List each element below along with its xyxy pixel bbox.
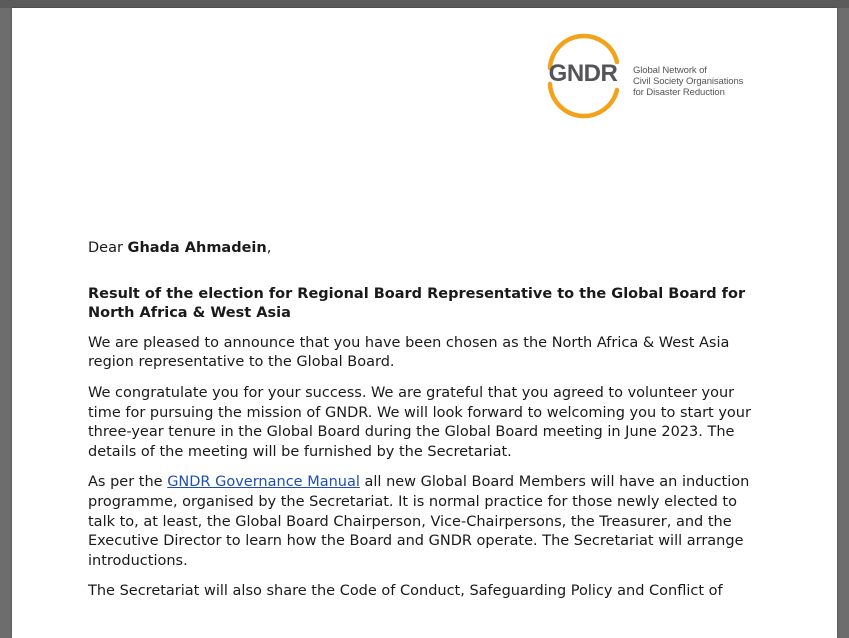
- document-page: [12, 8, 837, 638]
- paragraph-line: details of the meeting will be furnished by the Secretariat.: [88, 443, 512, 460]
- logo-tagline-line: Civil Society Organisations: [633, 76, 744, 87]
- paragraph-line: We are pleased to announce that you have been chosen as the North Africa & West Asia: [88, 334, 730, 351]
- paragraph-text: As per the: [88, 474, 168, 491]
- greeting-prefix: Dear: [88, 240, 128, 256]
- subject-line: Result of the election for Regional Board Representative to the Global Board for: [88, 285, 746, 302]
- gndr-logo: [540, 30, 760, 122]
- paragraph-line: introductions.: [88, 552, 188, 569]
- paragraph-congratulations: [88, 384, 788, 462]
- subject-heading: [88, 285, 788, 324]
- subject-line: North Africa & West Asia: [88, 305, 291, 322]
- paragraph-line: three-year tenure in the Global Board during the Global Board meeting in June 2023. The: [88, 424, 735, 441]
- paragraph-text: all new Global Board Members will have an induction: [359, 474, 750, 491]
- paragraph-line: talk to, at least, the Global Board Chairperson, Vice-Chairpersons, the Treasurer, and the: [88, 513, 732, 530]
- letter-body: [88, 239, 788, 613]
- paragraph-line: The Secretariat will also share the Code of Conduct, Safeguarding Policy and Conflict of: [88, 583, 723, 600]
- greeting: [88, 239, 788, 259]
- paragraph-line: programme, organised by the Secretariat. It is normal practice for those newly elected to: [88, 493, 737, 510]
- paragraph-announcement: [88, 334, 788, 373]
- governance-manual-link[interactable]: GNDR Governance Manual: [167, 474, 360, 491]
- paragraph-line: [88, 473, 788, 493]
- logo-tagline-line: for Disaster Reduction: [633, 87, 725, 98]
- paragraph-code-of-conduct: [88, 582, 788, 602]
- logo-tagline-line: Global Network of: [633, 65, 707, 76]
- paragraph-line: time for pursuing the mission of GNDR. We will look forward to welcoming you to start your: [88, 404, 751, 421]
- paragraph-line: Executive Director to learn how the Board and GNDR operate. The Secretariat will arrange: [88, 533, 744, 550]
- paragraph-line: region representative to the Global Board.: [88, 354, 395, 371]
- greeting-suffix: ,: [266, 240, 272, 256]
- viewer-top-bar: [0, 0, 849, 8]
- logo-wordmark: GNDR: [548, 60, 618, 87]
- recipient-name: Ghada Ahmadein: [127, 240, 267, 256]
- logo-tagline: [633, 65, 763, 98]
- paragraph-induction: [88, 473, 788, 571]
- paragraph-line: We congratulate you for your success. We are grateful that you agreed to volunteer your: [88, 384, 735, 401]
